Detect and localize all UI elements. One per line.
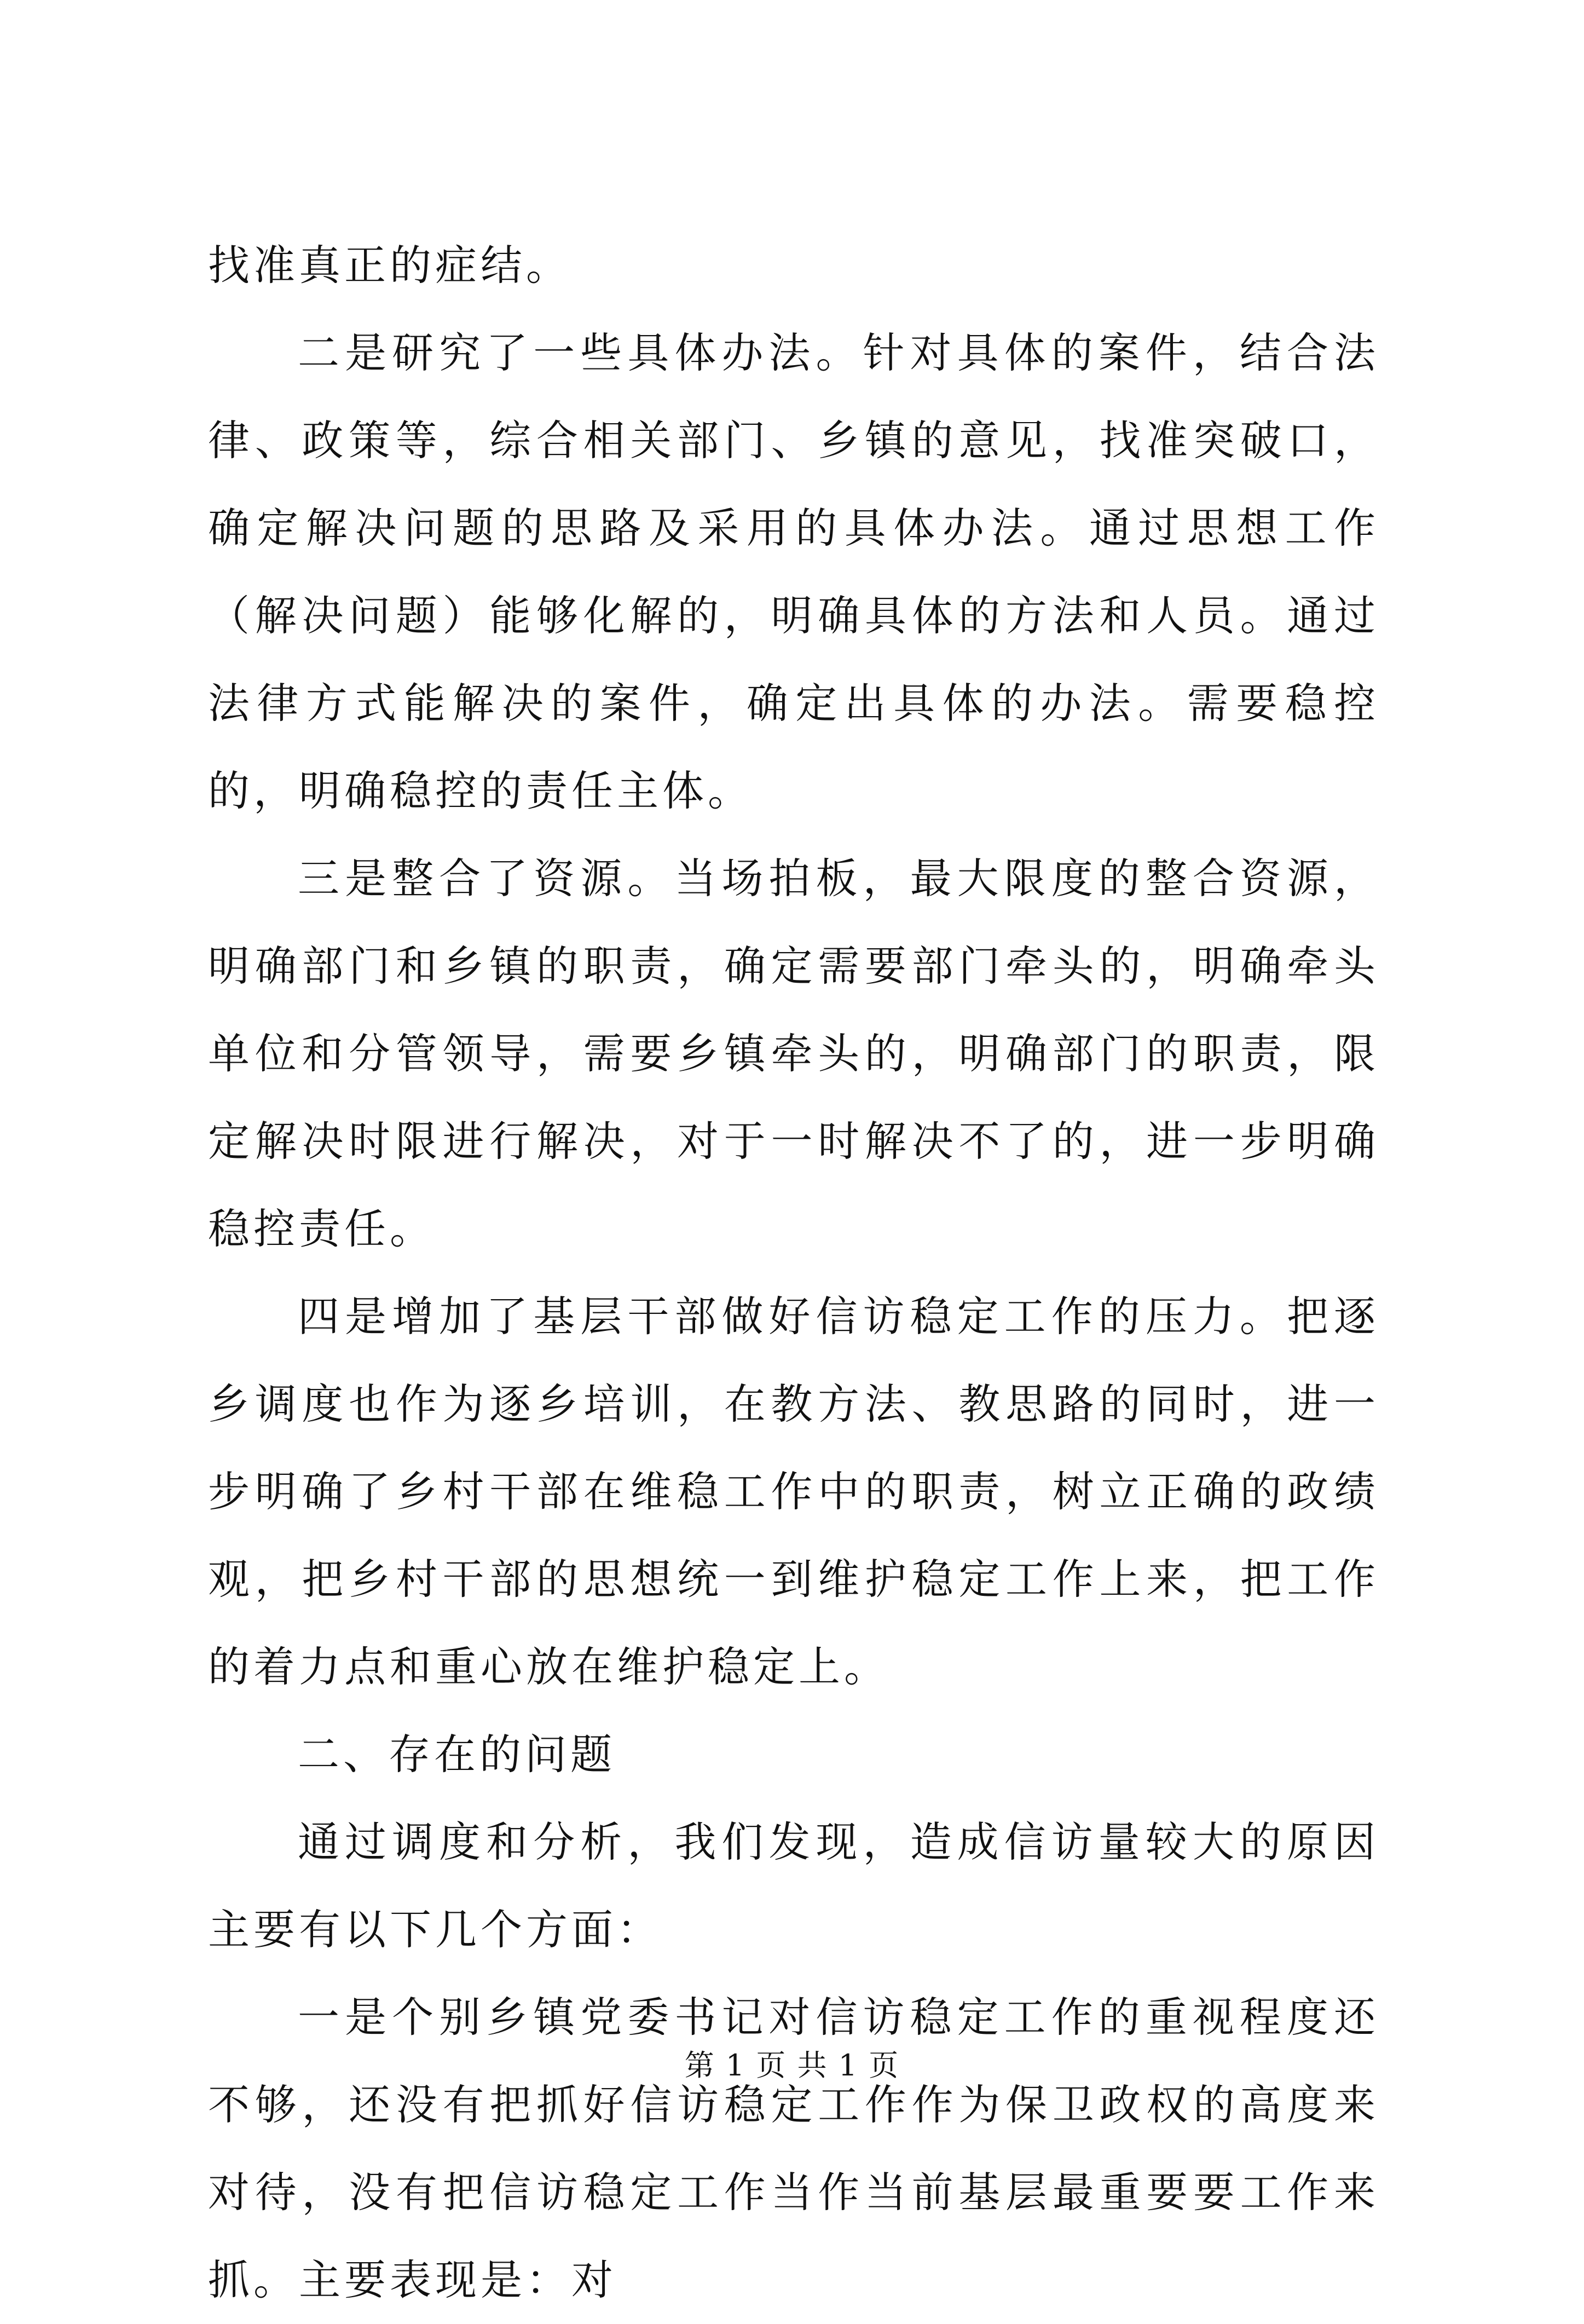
paragraph-analysis-intro: 通过调度和分析，我们发现，造成信访量较大的原因主要有以下几个方面：: [208, 1818, 1379, 1954]
section-heading-problems: 二、存在的问题: [298, 1730, 616, 1779]
paragraph-first-problem: 一是个别乡镇党委书记对信访稳定工作的重视程度还不够，还没有把抓好信访稳定工作作为保卫政权的高度来对待，没有把信访稳定工作当作当前基层最重要要工作来抓。主要表现是：对: [208, 1993, 1379, 2304]
paragraph-continuation: 找准真正的症结。: [208, 241, 571, 290]
document-body: [208, 222, 1379, 2324]
paragraph-resource-integration: 三是整合了资源。当场拍板，最大限度的整合资源，明确部门和乡镇的职责，确定需要部门牵头的，明确牵头单位和分管领导，需要乡镇牵头的，明确部门的职责，限定解决时限进行解决，对于一时解决不了的，进一步明确稳控责任。: [208, 854, 1379, 1253]
page-footer: 第 1 页 共 1 页: [684, 2048, 900, 2083]
paragraph-cadre-pressure: 四是增加了基层干部做好信访稳定工作的压力。把逐乡调度也作为逐乡培训，在教方法、教思路的同时，进一步明确了乡村干部在维稳工作中的职责，树立正确的政绩观，把乡村干部的思想统一到维护稳定工作上来，把工作的着力点和重心放在维护稳定上。: [208, 1292, 1379, 1691]
paragraph-specific-methods: 二是研究了一些具体办法。针对具体的案件，结合法律、政策等，综合相关部门、乡镇的意见，找准突破口，确定解决问题的思路及采用的具体办法。通过思想工作（解决问题）能够化解的，明确具体的方法和人员。通过法律方式能解决的案件，确定出具体的办法。需要稳控的，明确稳控的责任主体。: [208, 328, 1379, 815]
